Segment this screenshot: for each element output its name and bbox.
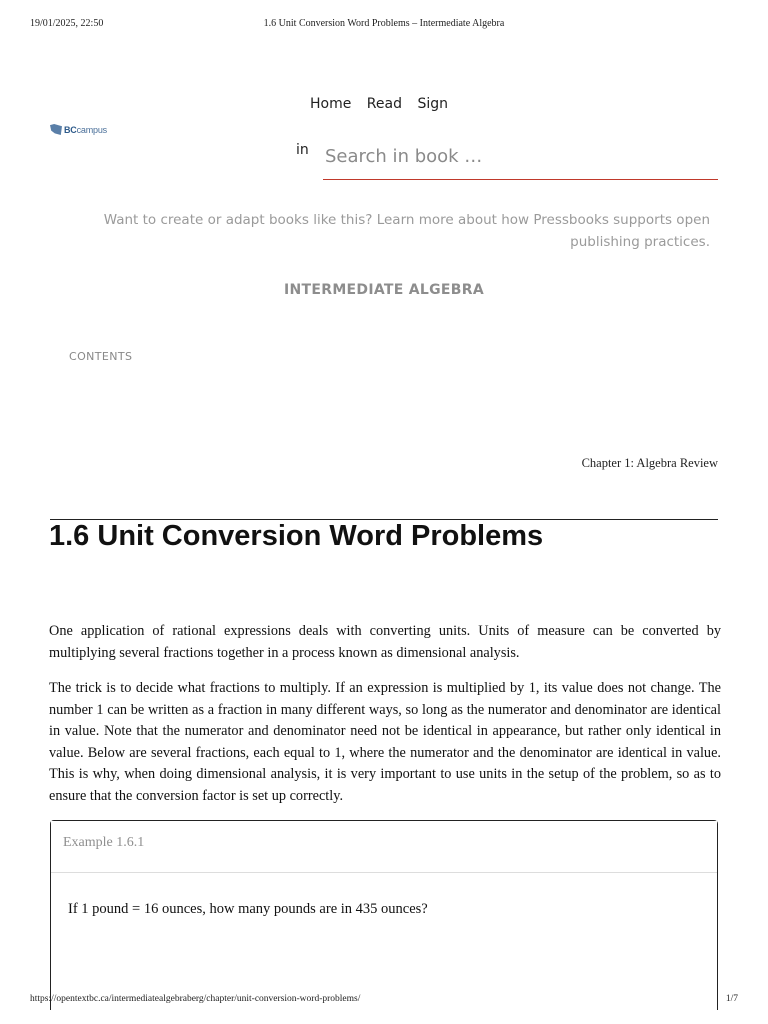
nav-sign-in[interactable]: Sign: [417, 96, 448, 112]
print-page-number: 1/7: [725, 994, 738, 1004]
bccampus-logo[interactable]: [50, 124, 107, 135]
top-nav: [310, 96, 459, 112]
example-box: [50, 820, 718, 1010]
book-title[interactable]: INTERMEDIATE ALGEBRA: [284, 282, 484, 298]
logo-text-bold: BC: [64, 124, 77, 135]
sign-in-suffix[interactable]: in: [296, 142, 309, 158]
page-title: 1.6 Unit Conversion Word Problems: [49, 520, 544, 552]
search-input[interactable]: [323, 134, 718, 180]
paragraph-1: One application of rational expressions deals with converting units. Units of measure can be converted by multiplying several fractions together in a process known as dimensional analysis.: [49, 623, 721, 661]
logo-text-light: campus: [76, 124, 107, 135]
nav-home[interactable]: Home: [310, 96, 352, 112]
paragraph-2: The trick is to decide what fractions to multiply. If an expression is multiplied by 1, its value does not change. The number 1 can be written as a fraction in many different ways, so long as the numerator and denominator are identical in value. Note that the numerator and denominator need not be identical in appearance, but rather only identical in value. Below are several fractions, each equal to 1, where the numerator and the denominator are identical in value. This is why, when doing dimensional analysis, it is very important to use units in the setup of the problem, so as to ensure that the conversion factor is set up correctly.: [49, 680, 721, 804]
logo-text: [64, 125, 107, 135]
print-url: https://opentextbc.ca/intermediatealgebraberg/chapter/unit-conversion-word-problems/: [30, 994, 361, 1004]
example-question: If 1 pound = 16 ounces, how many pounds are in 435 ounces?: [68, 901, 428, 917]
print-doc-title: 1.6 Unit Conversion Word Problems – Intermediate Algebra: [263, 18, 505, 29]
contents-toggle[interactable]: CONTENTS: [69, 350, 133, 363]
chapter-label: Chapter 1: Algebra Review: [581, 456, 718, 470]
bc-map-icon: [50, 124, 62, 135]
example-title: Example 1.6.1: [51, 821, 717, 873]
print-datetime: 19/01/2025, 22:50: [30, 18, 104, 29]
nav-read[interactable]: Read: [366, 96, 402, 112]
promo-link[interactable]: Want to create or adapt books like this? Learn more about how Pressbooks supports open publishing practices.: [103, 212, 710, 250]
promo-text: [70, 209, 710, 253]
